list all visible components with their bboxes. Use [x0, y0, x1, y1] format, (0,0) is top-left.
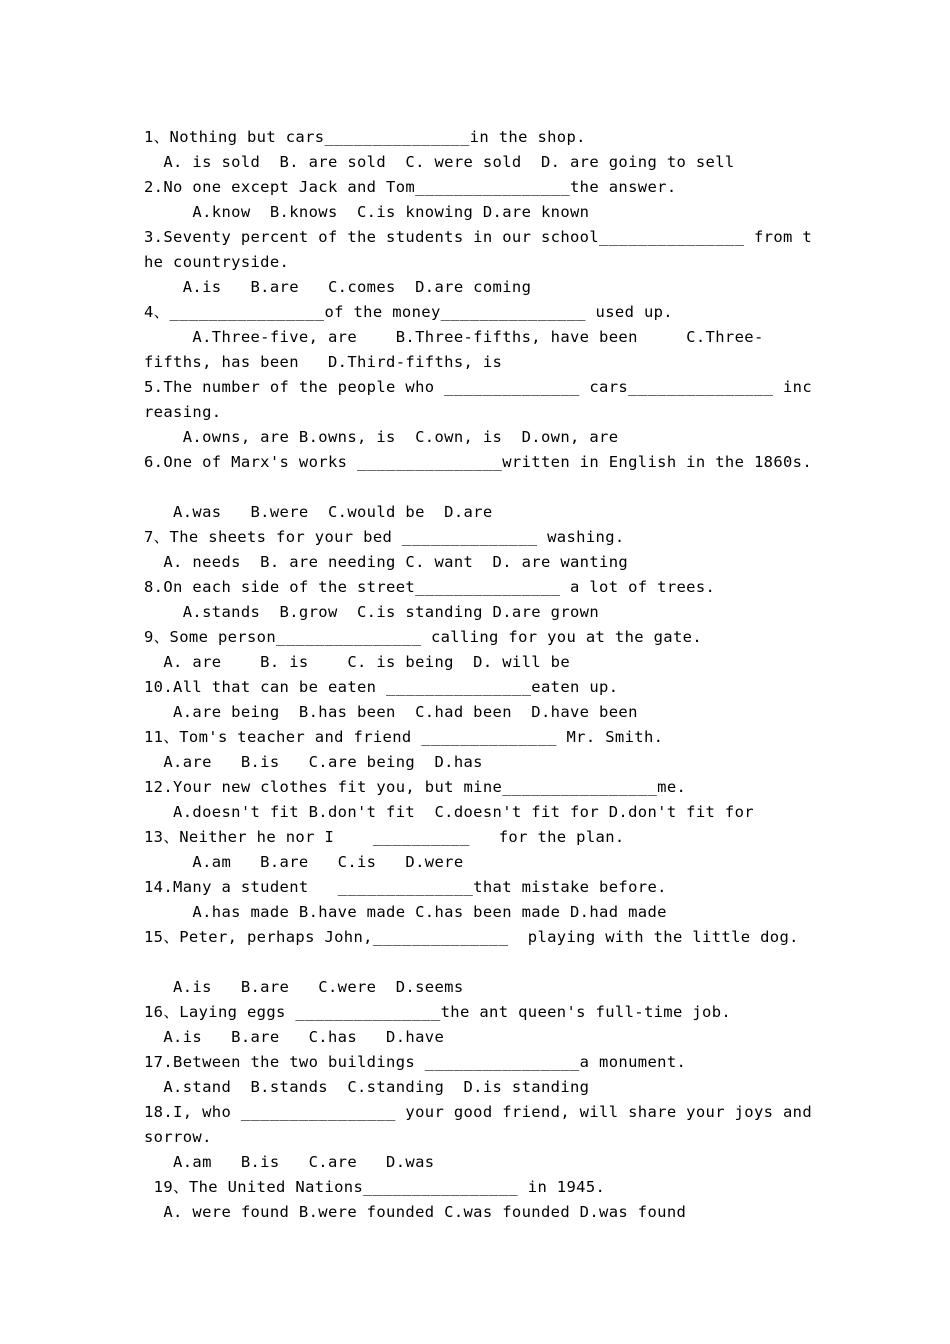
question-15-stem: 15、Peter, perhaps John,______________ playing with the little dog.	[144, 928, 799, 946]
question-5-stem-continued: reasing.	[144, 403, 222, 421]
question-11-options: A.are B.is C.are being D.has	[144, 753, 483, 771]
question-14-options: A.has made B.have made C.has been made D.had made	[144, 903, 667, 921]
question-13-options: A.am B.are C.is D.were	[144, 853, 464, 871]
question-5-options: A.owns, are B.owns, is C.own, is D.own, are	[144, 428, 619, 446]
question-3-stem-continued: he countryside.	[144, 253, 290, 271]
question-18-options: A.am B.is C.are D.was	[144, 1153, 435, 1171]
question-6-options: A.was B.were C.would be D.are	[144, 503, 493, 521]
question-17-options: A.stand B.stands C.standing D.is standing	[144, 1078, 590, 1096]
question-17-stem: 17.Between the two buildings ________________a monument.	[144, 1053, 687, 1071]
question-12-options: A.doesn't fit B.don't fit C.doesn't fit for D.don't fit for	[144, 803, 754, 821]
question-8-options: A.stands B.grow C.is standing D.are grown	[144, 603, 600, 621]
question-8-stem: 8.On each side of the street_______________ a lot of trees.	[144, 578, 716, 596]
question-18-stem: 18.I, who ________________ your good friend, will share your joys and	[144, 1103, 813, 1121]
question-9-options: A. are B. is C. is being D. will be	[144, 653, 570, 671]
question-3-options: A.is B.are C.comes D.are coming	[144, 278, 532, 296]
question-2-options: A.know B.knows C.is knowing D.are known	[144, 203, 590, 221]
question-4-options-continued: fifths, has been D.Third-fifths, is	[144, 353, 503, 371]
question-1-options: A. is sold B. are sold C. were sold D. are going to sell	[144, 153, 735, 171]
question-7-options: A. needs B. are needing C. want D. are wanting	[144, 553, 629, 571]
question-16-options: A.is B.are C.has D.have	[144, 1028, 445, 1046]
question-4-stem: 4、________________of the money_______________ used up.	[144, 303, 673, 321]
question-6-stem: 6.One of Marx's works _______________written in English in the 1860s.	[144, 453, 813, 471]
question-12-stem: 12.Your new clothes fit you, but mine________________me.	[144, 778, 687, 796]
question-1-stem: 1、Nothing but cars_______________in the shop.	[144, 128, 586, 146]
question-15-options: A.is B.are C.were D.seems	[144, 978, 464, 996]
question-5-stem: 5.The number of the people who ______________ cars_______________ inc	[144, 378, 813, 396]
question-14-stem: 14.Many a student ______________that mistake before.	[144, 878, 667, 896]
question-7-stem: 7、The sheets for your bed ______________ washing.	[144, 528, 625, 546]
question-11-stem: 11、Tom's teacher and friend ______________ Mr. Smith.	[144, 728, 664, 746]
question-4-options: A.Three-five, are B.Three-fifths, have been C.Three-	[144, 328, 764, 346]
question-16-stem: 16、Laying eggs _______________the ant queen's full-time job.	[144, 1003, 732, 1021]
question-9-stem: 9、Some person_______________ calling for you at the gate.	[144, 628, 703, 646]
question-10-options: A.are being B.has been C.had been D.have been	[144, 703, 638, 721]
question-19-options: A. were found B.were founded C.was founded D.was found	[144, 1203, 687, 1221]
question-10-stem: 10.All that can be eaten _______________eaten up.	[144, 678, 619, 696]
question-19-stem: 19、The United Nations________________ in 1945.	[144, 1178, 606, 1196]
question-2-stem: 2.No one except Jack and Tom________________the answer.	[144, 178, 677, 196]
question-18-stem-continued: sorrow.	[144, 1128, 212, 1146]
question-13-stem: 13、Neither he nor I __________ for the plan.	[144, 828, 625, 846]
question-3-stem: 3.Seventy percent of the students in our school_______________ from t	[144, 228, 813, 246]
